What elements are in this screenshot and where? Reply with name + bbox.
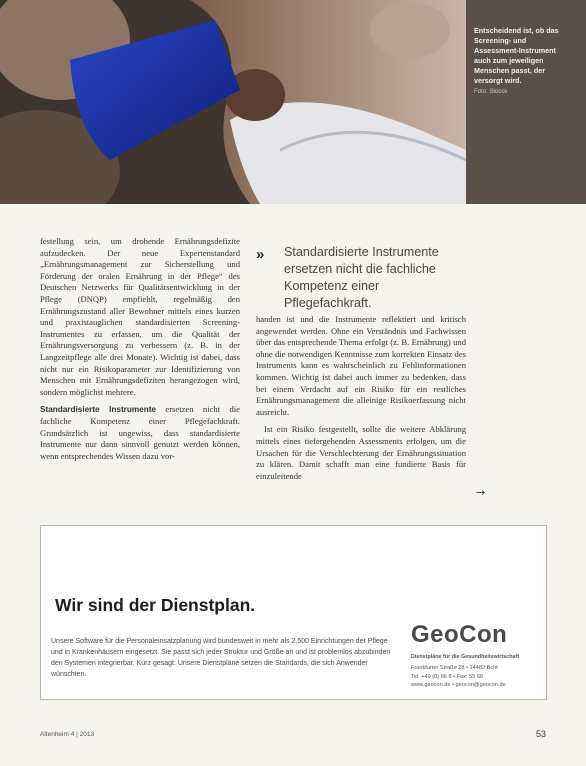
contact-web[interactable]: www.geocon.de • geocon@geocon.de: [411, 682, 506, 688]
page-number: 53: [536, 729, 547, 739]
advertisement[interactable]: [40, 525, 547, 700]
paragraph: Ist ein Risiko festgestellt, sollte die weitere Abklärung mittels eines tiefergehenden Assessments erfolgen, um die Ursachen für die Verschlechterung der Ernährungssituation zu klären. Damit schafft man eine fundierte Basis für einzuleitende: [256, 424, 466, 481]
contact-address: Frankfurter Straße 28 • 14482 Bcht: [411, 665, 498, 671]
logo-tagline: Dienstpläne für die Gesundheitswirtschaft: [411, 654, 520, 660]
photo-caption: [474, 26, 572, 97]
paragraph: handen ist und die Instrumente reflektiert und kritisch angewendet werden. Ohne ein Verständnis und Fachwissen über das entsprechende Thema erfolgt (z. B. Ernährung) und ohne die notwendigen Kenntnisse zum korrekten Einsatz des Instruments kann es wahrscheinlich zu Fehlinformationen kommen. Wichtig ist dabei auch immer zu bedenken, dass bei einem Verdacht auf ein Risiko für ein restliches Ernährungsmanagement die alleinige Risikoerfassung nicht ausreicht.: [256, 314, 466, 417]
ad-body-text: Unsere Software für die Personaleinsatzplanung wird bundesweit in mehr als 2.500 Einrichtungen der Pflege und in Krankenhäusern eingesetzt. Sie passt sich jeder Struktur und Größe an und ist problemlos abzubinden den Systemen integrierbar. Kurz gesagt: Unsere Dienstpläne setzen die Standards, die sich Anwender wünschten.: [51, 638, 391, 678]
continue-arrow-icon: →: [476, 486, 486, 499]
paragraph-body: ersetzen nicht die fachliche Kompetenz einer Pflegefachkraft. Grundsätzlich ist ungewiss, dass standardisierte Instrumente nur dann sinnvoll genutzt werden können, wenn entsprechendes Wissen dazu vor-: [40, 404, 240, 461]
caption-text: Entscheidend ist, ob das Screening- und Assessment-Instrument auch zum jeweiligen Menschen passt, der versorgt wird.: [474, 26, 559, 85]
hero-photo: [0, 0, 466, 204]
photo-credit: Foto: Stocck: [474, 89, 508, 95]
pull-quote: [256, 244, 466, 312]
issue-label: Altenheim 4 | 2013: [40, 731, 95, 738]
photo-illustration: [0, 0, 466, 204]
ad-contact: [411, 664, 541, 690]
ad-headline: Wir sind der Dienstplan.: [55, 595, 256, 615]
paragraph: festellung sein, um drohende Ernährungsdefizite aufzudecken. Der neue Expertenstandard „Ernährungsmanagement zur Sicherstellung und Förderung der oralen Ernährung in der Pflege“ des Deutschen Netzwerks für Qualitätsentwicklung in der Pflege (DNQP) empfiehlt, regelmäßig den Ernährungszustand aller Bewohner mittels eines kurzen und praxistauglichen standardisierten Screening-Instrumentes zu erfassen, um die Qualität der Ernährungsversorgung zu verbessern (z. B. in der Langzeitpflege alle drei Monate). Wichtig ist dabei, dass nicht nur ein Risikoparameter zur Identifizierung von Menschen mit Ernährungsdefiziten herangezogen wird, sondern möglichst mehrere.: [40, 236, 240, 397]
quote-mark-icon: »: [256, 246, 265, 263]
paragraph: [40, 404, 240, 462]
article-column-right: [256, 314, 466, 488]
geocon-logo: GeoCon: [411, 621, 508, 648]
pull-quote-text: Standardisierte Instrumente ersetzen nicht die fachliche Kompetenz einer Pflegefachkraft.: [284, 245, 439, 310]
paragraph-lead: Standardisierte Instrumente: [40, 405, 156, 415]
contact-phone: Tel. +49 (0) 66 8 • Fax: 55 66: [411, 673, 484, 680]
article-column-left: [40, 236, 240, 468]
